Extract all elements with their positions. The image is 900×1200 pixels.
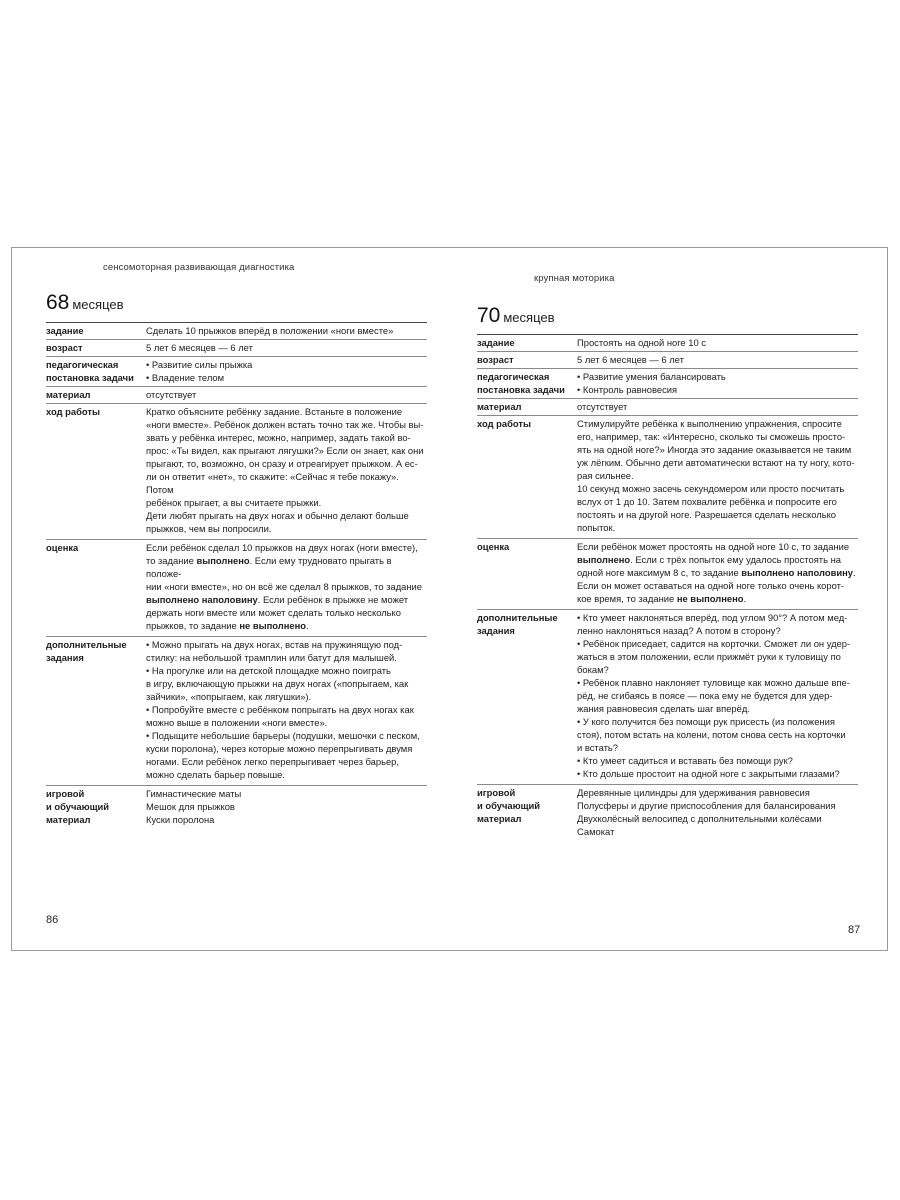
left-play-material-list [141, 786, 427, 829]
left-age-label: возраст [46, 340, 141, 357]
left-additional-label: дополнительные задания [46, 637, 141, 786]
left-goal-value [141, 357, 427, 387]
left-row-task [46, 323, 427, 340]
right-goal-label: педагогическая постановка задачи [477, 369, 572, 399]
right-row-play-material [477, 785, 858, 841]
right-additional-label: дополнительные задания [477, 610, 572, 785]
left-age-value: 5 лет 6 месяцев — 6 лет [141, 340, 427, 357]
right-play-material-label: игровой и обучающий материал [477, 787, 541, 824]
left-task-label: задание [46, 323, 141, 340]
list-item: Куски поролона [146, 814, 215, 825]
left-procedure-label: ход работы [46, 404, 141, 540]
book-spread [11, 247, 888, 951]
list-item: • На прогулке или на детской площадке можно поиграть [146, 664, 427, 677]
right-goal-value [572, 369, 858, 399]
right-evaluation-label: оценка [477, 539, 572, 610]
left-row-material [46, 387, 427, 404]
right-task-table [477, 334, 858, 840]
right-evaluation-text: Если ребёнок может простоять на одной ноге 10 с, то задание выполнено. Если с трёх попыток ему удалось простоять на одной ноге максимум 8 с, то задание выполнено наполовину. Если он может оставаться на одной ноге только очень корот- кое время, то задание не выполнено. [572, 539, 858, 610]
right-page-number: 87 [848, 924, 861, 936]
right-row-age [477, 352, 858, 369]
right-age-label: возраст [477, 352, 572, 369]
right-row-additional [477, 610, 858, 785]
right-running-header: крупная моторика [534, 273, 615, 284]
list-item: • Ребёнок плавно наклоняет туловище как можно дальше впе- [577, 676, 858, 689]
right-procedure-label: ход работы [477, 416, 572, 539]
left-heading-number: 68 [46, 291, 70, 314]
right-material-value: отсутствует [572, 399, 858, 416]
list-item: • Развитие умения балансировать [577, 370, 858, 383]
right-task-label: задание [477, 335, 572, 352]
list-item: • Владение телом [146, 371, 427, 384]
right-play-material-list [572, 785, 858, 841]
right-additional-list: • Кто умеет наклоняться вперёд, под углом 90°? А потом мед- ленно наклоняться назад? А потом в сторону? • Ребёнок приседает, садится на корточки. Сможет ли он удер- жаться в этом положении, если прижмёт руки к туловищу по бокам? • Ребёнок плавно наклоняет туловище как можно дальше впе- рёд, не сгибаясь в поясе — пока ему не будется для удер- жания равновесия сделать шаг вперёд. • У кого получится без помощи рук присесть (из положения стоя), потом встать на колени, потом снова сесть на корточки и встать? • Кто умеет садиться и вставать без помощи рук? • Кто дольше простоит на одной ноге с закрытыми глазами? [572, 610, 858, 785]
left-goal-label: педагогическая постановка задачи [46, 357, 141, 387]
left-task-table [46, 322, 427, 828]
list-item: • Подыщите небольшие барьеры (подушки, мешочки с песком, [146, 729, 427, 742]
list-item: • Кто умеет садиться и вставать без помощи рук? [577, 754, 858, 767]
left-material-value: отсутствует [141, 387, 427, 404]
left-task-value: Сделать 10 прыжков вперёд в положении «ноги вместе» [141, 323, 427, 340]
left-row-additional [46, 637, 427, 786]
list-item: • Кто умеет наклоняться вперёд, под углом 90°? А потом мед- [577, 611, 858, 624]
left-evaluation-label: оценка [46, 540, 141, 637]
right-row-task [477, 335, 858, 352]
left-material-label: материал [46, 387, 141, 404]
list-item: • Ребёнок приседает, садится на корточки. Сможет ли он удер- [577, 637, 858, 650]
left-row-play-material [46, 786, 427, 829]
right-age-value: 5 лет 6 месяцев — 6 лет [572, 352, 858, 369]
left-age-heading [46, 291, 124, 315]
list-item: • Развитие силы прыжка [146, 358, 427, 371]
list-item: Полусферы и другие приспособления для балансирования [577, 800, 836, 811]
list-item: Гимнастические маты [146, 788, 242, 799]
list-item: • Можно прыгать на двух ногах, встав на пружинящую под- [146, 638, 427, 651]
right-row-goal [477, 369, 858, 399]
left-row-procedure [46, 404, 427, 540]
left-evaluation-text: Если ребёнок сделал 10 прыжков на двух ногах (ноги вместе), то задание выполнено. Если ему трудновато прыгать в положе- нии «ноги вместе», но он всё же сделал 8 прыжков, то задание выполнено наполовину. Если ребёнок в прыжке не может держать ноги вместе или может сделать только несколько прыжков, то задание не выполнено. [141, 540, 427, 637]
right-row-evaluation [477, 539, 858, 610]
list-item: Самокат [577, 826, 615, 837]
list-item: • Кто дольше простоит на одной ноге с закрытыми глазами? [577, 767, 858, 780]
right-material-label: материал [477, 399, 572, 416]
right-row-material [477, 399, 858, 416]
right-procedure-text: Стимулируйте ребёнка к выполнению упражнения, спросите его, например, так: «Интересно, сколько ты сможешь просто- ять на одной ноге?» Иногда это задание оказывается не таким уж лёгким. Обычно дети автоматически встают на ту ногу, кото- рая сильнее. 10 секунд можно засечь секундомером или просто посчитать вслух от 1 до 10. Затем похвалите ребёнка и попросите его постоять и на другой ноге. Разрешается сделать несколько попыток. [572, 416, 858, 539]
right-age-heading [477, 304, 555, 328]
left-heading-unit: месяцев [72, 297, 124, 312]
right-heading-number: 70 [477, 304, 501, 327]
list-item: Деревянные цилиндры для удерживания равновесия [577, 787, 810, 798]
left-row-age [46, 340, 427, 357]
list-item: Двухколёсный велосипед с дополнительными колёсами [577, 813, 822, 824]
list-item: • Попробуйте вместе с ребёнком попрыгать на двух ногах как [146, 703, 427, 716]
left-page-number: 86 [46, 914, 59, 926]
list-item: • Контроль равновесия [577, 383, 858, 396]
list-item: Мешок для прыжков [146, 801, 235, 812]
left-row-goal [46, 357, 427, 387]
list-item: • У кого получится без помощи рук присесть (из положения [577, 715, 858, 728]
left-row-evaluation [46, 540, 427, 637]
left-play-material-label: игровой и обучающий материал [46, 788, 110, 825]
right-heading-unit: месяцев [503, 310, 555, 325]
left-additional-list: • Можно прыгать на двух ногах, встав на пружинящую под- стилку: на небольшой трамплин или батут для малышей. • На прогулке или на детской площадке можно поиграть в игру, включающую прыжки на двух ногах («попрыгаем, как зайчики», «попрыгаем, как лягушки»). • Попробуйте вместе с ребёнком попрыгать на двух ногах как можно выше в положении «ноги вместе». • Подыщите небольшие барьеры (подушки, мешочки с песком, куски поролона), через которые можно перепрыгивать двумя ногами. Если ребёнок легко перепрыгивает через барьер, можно сделать барьер повыше. [141, 637, 427, 786]
right-row-procedure [477, 416, 858, 539]
left-procedure-text: Кратко объясните ребёнку задание. Встаньте в положение «ноги вместе». Ребёнок должен встать точно так же. Чтобы вы- звать у ребёнка интерес, можно, например, задать такой во- прос: «Ты видел, как прыгают лягушки?» Если он знает, как они прыгают, то, возможно, он сразу и отреагирует прыжком. А ес- ли он ответит «нет», то скажите: «Сейчас я тебе покажу». Потом ребёнок прыгает, а вы считаете прыжки. Дети любят прыгать на двух ногах и обычно делают больше прыжков, чем вы попросили. [141, 404, 427, 540]
right-task-value: Простоять на одной ноге 10 с [572, 335, 858, 352]
left-running-header: сенсомоторная развивающая диагностика [103, 262, 295, 273]
